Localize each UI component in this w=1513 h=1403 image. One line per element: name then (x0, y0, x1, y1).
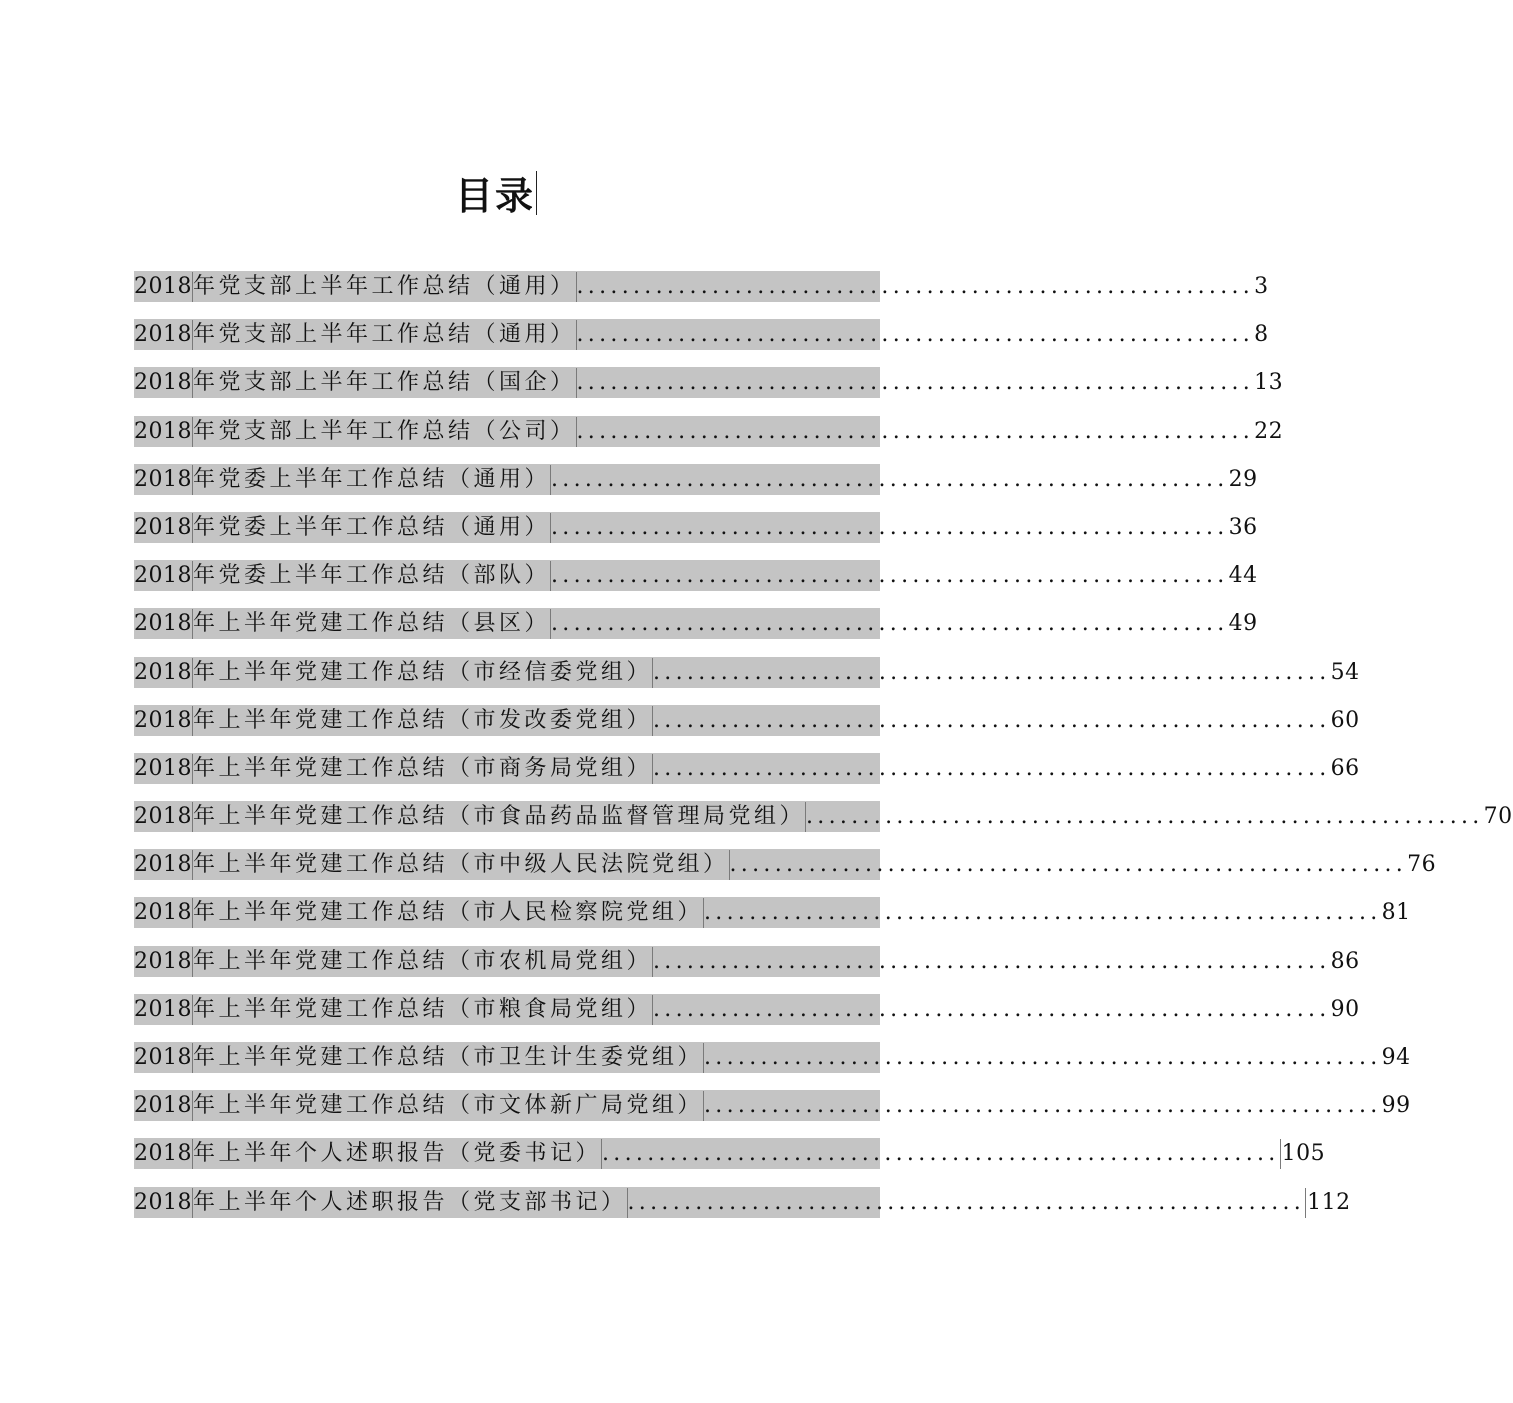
toc-entry[interactable] (134, 656, 1360, 704)
toc-entry-title: 年上半年党建工作总结（市中级人民法院党组） (193, 850, 730, 880)
toc-entry[interactable] (134, 1089, 1411, 1137)
toc-heading (0, 168, 992, 224)
toc-entry-page-number: 66 (1330, 755, 1360, 781)
toc-entry-page-number: 54 (1330, 659, 1360, 685)
toc-entry-page-number: 8 (1254, 322, 1269, 348)
toc-entry-row (134, 366, 1284, 400)
toc-leader-dots: ............................................................ (704, 900, 1382, 926)
toc-entry-year: 2018 (134, 1139, 193, 1169)
toc-entry[interactable] (134, 607, 1258, 655)
toc-leader-dots: ............................................................ (653, 996, 1331, 1022)
toc-entry[interactable] (134, 848, 1437, 896)
toc-entry-title: 年上半年党建工作总结（市人民检察院党组） (193, 898, 704, 928)
toc-entry-row (134, 318, 1269, 352)
toc-entry-title: 年上半年党建工作总结（市卫生计生委党组） (193, 1043, 704, 1073)
toc-entry-title: 年党支部上半年工作总结（通用） (193, 272, 577, 302)
toc-entry-page-number: 22 (1254, 418, 1284, 444)
toc-entry-row (134, 270, 1269, 304)
toc-entry-row (134, 607, 1258, 641)
toc-entry-page-number: 60 (1330, 707, 1360, 733)
toc-entry-year: 2018 (134, 1188, 193, 1218)
toc-entry-page-number: 81 (1381, 900, 1411, 926)
toc-entry[interactable] (134, 800, 1513, 848)
toc-entry-year: 2018 (134, 513, 193, 543)
toc-entry-row (134, 704, 1360, 738)
toc-entry[interactable] (134, 993, 1360, 1041)
toc-leader-dots: ............................................................ (551, 563, 1229, 589)
toc-entry-row (134, 848, 1437, 882)
toc-entry-page-number: 29 (1228, 466, 1258, 492)
toc-entry-year: 2018 (134, 658, 193, 688)
toc-entry-year: 2018 (134, 272, 193, 302)
toc-entry-page-number: 76 (1407, 852, 1437, 878)
toc-leader-dots: ............................................................ (653, 659, 1331, 685)
toc-leader-dots: ............................................................ (704, 1045, 1382, 1070)
toc-entry[interactable] (134, 945, 1360, 993)
toc-leader-dots: ............................................................ (551, 514, 1229, 540)
toc-entry-title: 年上半年党建工作总结（市农机局党组） (193, 947, 653, 977)
toc-entry-year: 2018 (134, 417, 193, 447)
toc-entry-title: 年上半年党建工作总结（市粮食局党组） (193, 995, 653, 1025)
toc-entry-title: 年上半年党建工作总结（市食品药品监督管理局党组） (193, 802, 806, 832)
toc-entry-row (134, 1041, 1411, 1075)
toc-entry[interactable] (134, 366, 1284, 414)
toc-entry-row (134, 1089, 1411, 1123)
toc-leader-dots: ............................................................ (729, 852, 1408, 878)
toc-entry-title: 年党支部上半年工作总结（通用） (193, 320, 577, 350)
toc-entry-title: 年党支部上半年工作总结（国企） (193, 368, 577, 398)
toc-entry[interactable] (134, 1186, 1351, 1234)
toc-entry-row (134, 993, 1360, 1027)
toc-entry-page-number: 13 (1254, 370, 1284, 396)
toc-entry-page-number: 36 (1228, 514, 1258, 540)
toc-entry-row (134, 896, 1411, 930)
toc-entry-row (134, 656, 1360, 690)
toc-leader-dots: ............................................................ (627, 1189, 1306, 1215)
toc-entry-year: 2018 (134, 947, 193, 977)
toc-entry-row (134, 752, 1360, 786)
toc-entry-title: 年上半年党建工作总结（市发改委党组） (193, 706, 653, 736)
toc-entry-title: 年上半年党建工作总结（市经信委党组） (193, 658, 653, 688)
toc-entry-title: 年党委上半年工作总结（通用） (193, 465, 551, 495)
toc-entry-year: 2018 (134, 754, 193, 784)
toc-entry[interactable] (134, 704, 1360, 752)
toc-leader-dots: ............................................................ (576, 274, 1255, 299)
toc-entry[interactable] (134, 752, 1360, 800)
toc-entry-page-number: 86 (1330, 948, 1360, 974)
toc-entry-year: 2018 (134, 368, 193, 398)
toc-leader-dots: ............................................................ (551, 611, 1229, 637)
toc-entry[interactable] (134, 1137, 1326, 1185)
toc-leader-dots: ............................................................ (576, 418, 1255, 444)
toc-entry-page-number: 112 (1305, 1188, 1351, 1218)
toc-entry-title: 年上半年党建工作总结（市商务局党组） (193, 754, 653, 784)
toc-entry-title: 年党委上半年工作总结（通用） (193, 513, 551, 543)
toc-entry-page-number: 44 (1228, 563, 1258, 589)
toc-entry-year: 2018 (134, 1091, 193, 1121)
text-cursor (536, 171, 537, 215)
toc-heading-text: 目录 (454, 173, 535, 218)
toc-entry-page-number: 94 (1381, 1045, 1411, 1070)
toc-entry-year: 2018 (134, 850, 193, 880)
toc-leader-dots: ............................................................ (602, 1141, 1280, 1167)
toc-leader-dots: ............................................................ (653, 948, 1331, 974)
toc-entry-page-number: 90 (1330, 996, 1360, 1022)
toc-entry-row (134, 945, 1360, 979)
toc-entry-title: 年上半年党建工作总结（县区） (193, 609, 551, 639)
toc-entry[interactable] (134, 415, 1284, 463)
toc-entry-year: 2018 (134, 609, 193, 639)
toc-leader-dots: ............................................................ (551, 466, 1229, 492)
toc-entry-year: 2018 (134, 898, 193, 928)
toc-entry-page-number: 105 (1280, 1139, 1326, 1169)
toc-entry-title: 年上半年个人述职报告（党委书记） (193, 1139, 602, 1169)
toc-entry[interactable] (134, 1041, 1411, 1089)
toc-entry-row (134, 463, 1258, 497)
toc-leader-dots: ............................................................ (576, 322, 1255, 348)
toc-entry-page-number: 70 (1483, 804, 1513, 830)
toc-entry-page-number: 99 (1381, 1093, 1411, 1119)
toc-entry[interactable] (134, 559, 1258, 607)
toc-entry-row (134, 1186, 1351, 1220)
toc-leader-dots: ............................................................ (576, 370, 1255, 396)
toc-entry[interactable] (134, 318, 1269, 366)
toc-leader-dots: ............................................................ (653, 755, 1331, 781)
toc-entry-year: 2018 (134, 320, 193, 350)
toc-entry-year: 2018 (134, 561, 193, 591)
toc-entry[interactable] (134, 511, 1258, 559)
toc-entry[interactable] (134, 270, 1269, 318)
toc-entry-row (134, 1137, 1326, 1171)
toc-entry-title: 年党支部上半年工作总结（公司） (193, 417, 577, 447)
toc-entry-year: 2018 (134, 995, 193, 1025)
toc-leader-dots: ............................................................ (704, 1093, 1382, 1119)
toc-leader-dots: ............................................................ (653, 707, 1331, 733)
toc-entry-row (134, 511, 1258, 545)
toc-entry[interactable] (134, 896, 1411, 944)
toc-list (134, 270, 1513, 1234)
toc-entry[interactable] (134, 463, 1258, 511)
toc-entry-year: 2018 (134, 465, 193, 495)
toc-entry-page-number: 3 (1254, 274, 1269, 299)
toc-entry-title: 年党委上半年工作总结（部队） (193, 561, 551, 591)
toc-entry-year: 2018 (134, 1043, 193, 1073)
toc-entry-row (134, 415, 1284, 449)
toc-entry-row (134, 800, 1513, 834)
toc-entry-title: 年上半年个人述职报告（党支部书记） (193, 1188, 628, 1218)
toc-entry-year: 2018 (134, 802, 193, 832)
toc-entry-year: 2018 (134, 706, 193, 736)
toc-entry-row (134, 559, 1258, 593)
toc-entry-title: 年上半年党建工作总结（市文体新广局党组） (193, 1091, 704, 1121)
toc-leader-dots: ............................................................ (806, 804, 1484, 830)
toc-entry-page-number: 49 (1228, 611, 1258, 637)
